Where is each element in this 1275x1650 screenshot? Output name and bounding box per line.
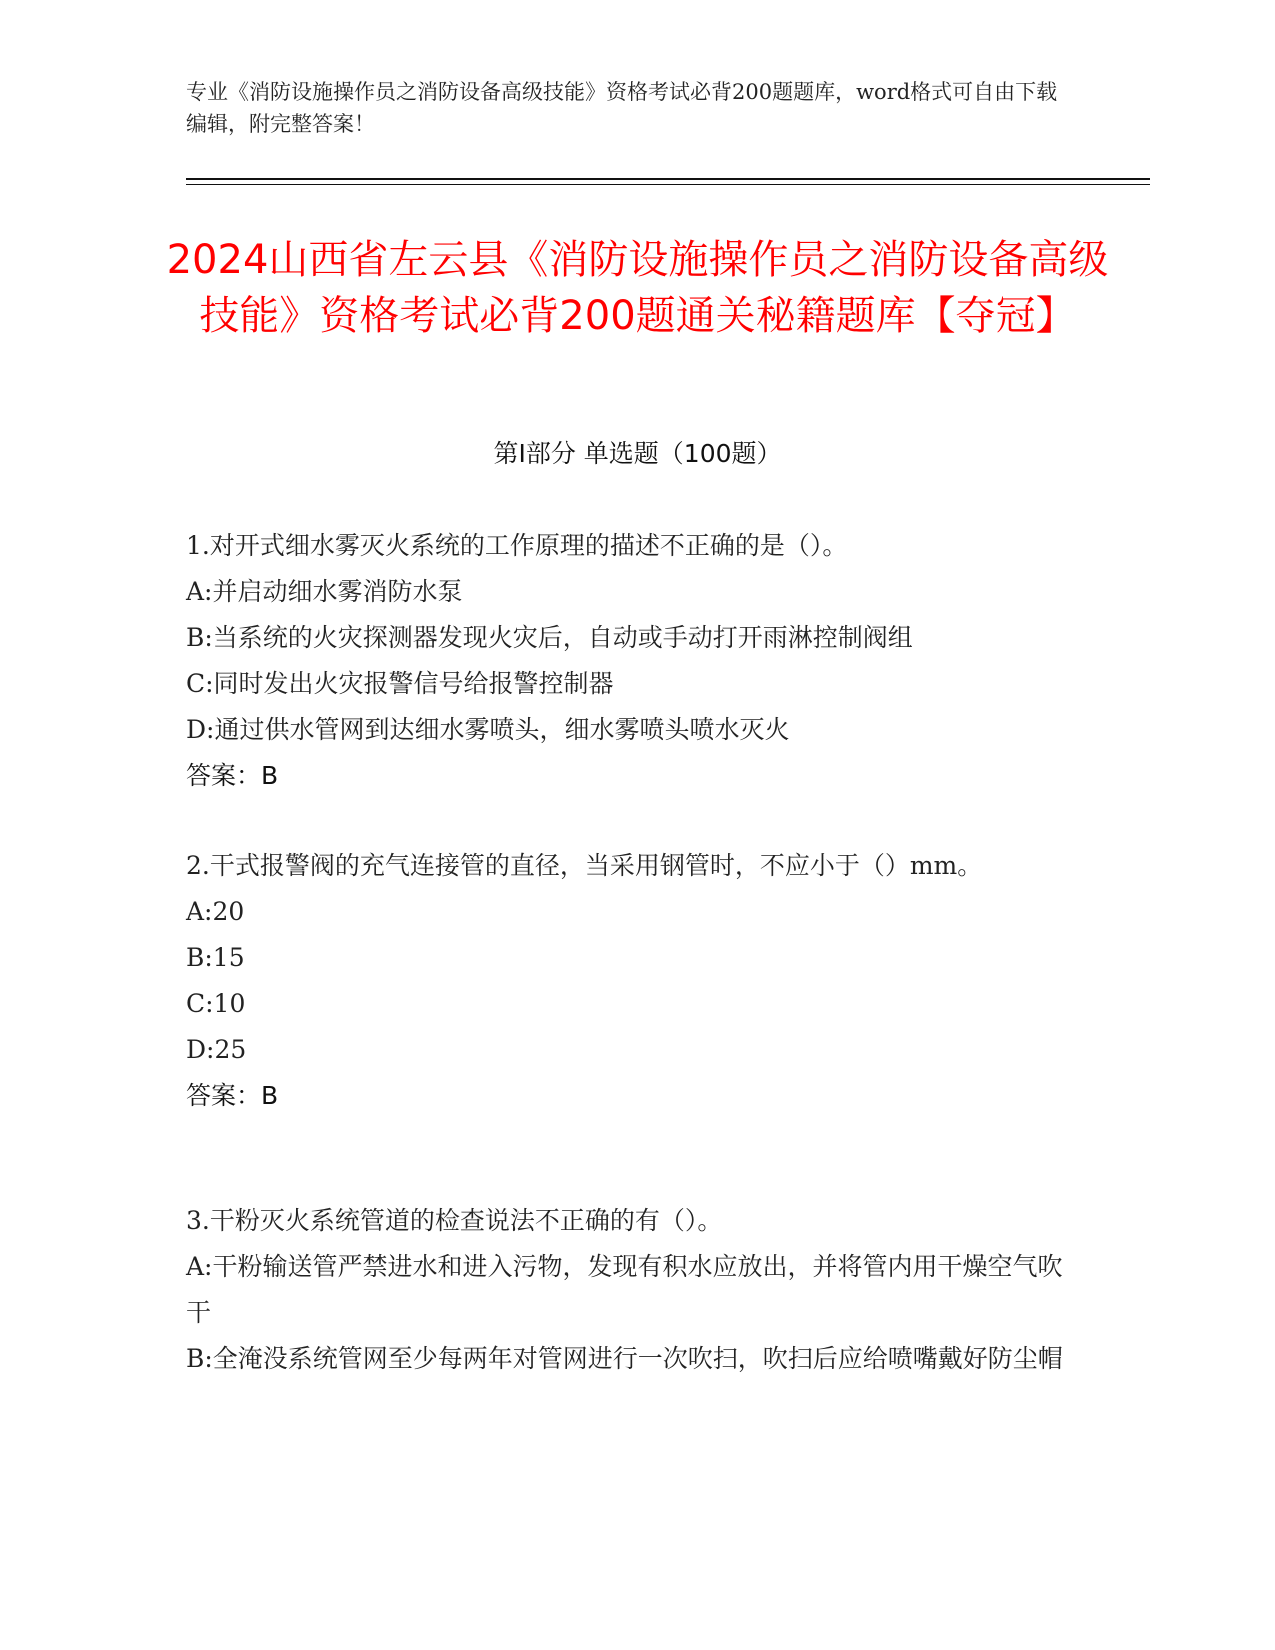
section-heading: 第I部分 单选题（100题） (493, 439, 782, 468)
page-title: 2024山西省左云县《消防设施操作员之消防设备高级技能》资格考试必背200题通关秘籍题库【夺冠】 (166, 237, 1109, 339)
option-c: C:同时发出火灾报警信号给报警控制器 (186, 669, 614, 698)
option-c: C:10 (186, 989, 246, 1018)
question-stem: 3.干粉灭火系统管道的检查说法不正确的有（）。 (186, 1206, 723, 1235)
option-a: A:并启动细水雾消防水泵 (186, 577, 463, 606)
question-block (186, 843, 1066, 1119)
header-divider-thin (186, 184, 1150, 185)
answer-label: 答案：B (186, 761, 279, 790)
header-divider-thick (186, 178, 1150, 180)
option-b: B:全淹没系统管网至少每两年对管网进行一次吹扫，吹扫后应给喷嘴戴好防尘帽 (186, 1344, 1063, 1373)
option-a: A:干粉输送管严禁进水和进入污物，发现有积水应放出，并将管内用干燥空气吹干 (186, 1252, 1063, 1327)
option-d: D:通过供水管网到达细水雾喷头，细水雾喷头喷水灭火 (186, 715, 790, 744)
question-block (186, 523, 1066, 799)
option-b: B:15 (186, 943, 245, 972)
question-block (186, 1198, 1066, 1382)
question-stem: 2.干式报警阀的充气连接管的直径，当采用钢管时，不应小于（）mm。 (186, 851, 983, 880)
answer-label: 答案：B (186, 1081, 279, 1110)
option-a: A:20 (186, 897, 245, 926)
option-d: D:25 (186, 1035, 247, 1064)
header-note: 专业《消防设施操作员之消防设备高级技能》资格考试必背200题题库，word格式可自由下载编辑，附完整答案！ (186, 80, 1058, 136)
question-stem: 1.对开式细水雾灭火系统的工作原理的描述不正确的是（）。 (186, 531, 848, 560)
option-b: B:当系统的火灾探测器发现火灾后，自动或手动打开雨淋控制阀组 (186, 623, 913, 652)
